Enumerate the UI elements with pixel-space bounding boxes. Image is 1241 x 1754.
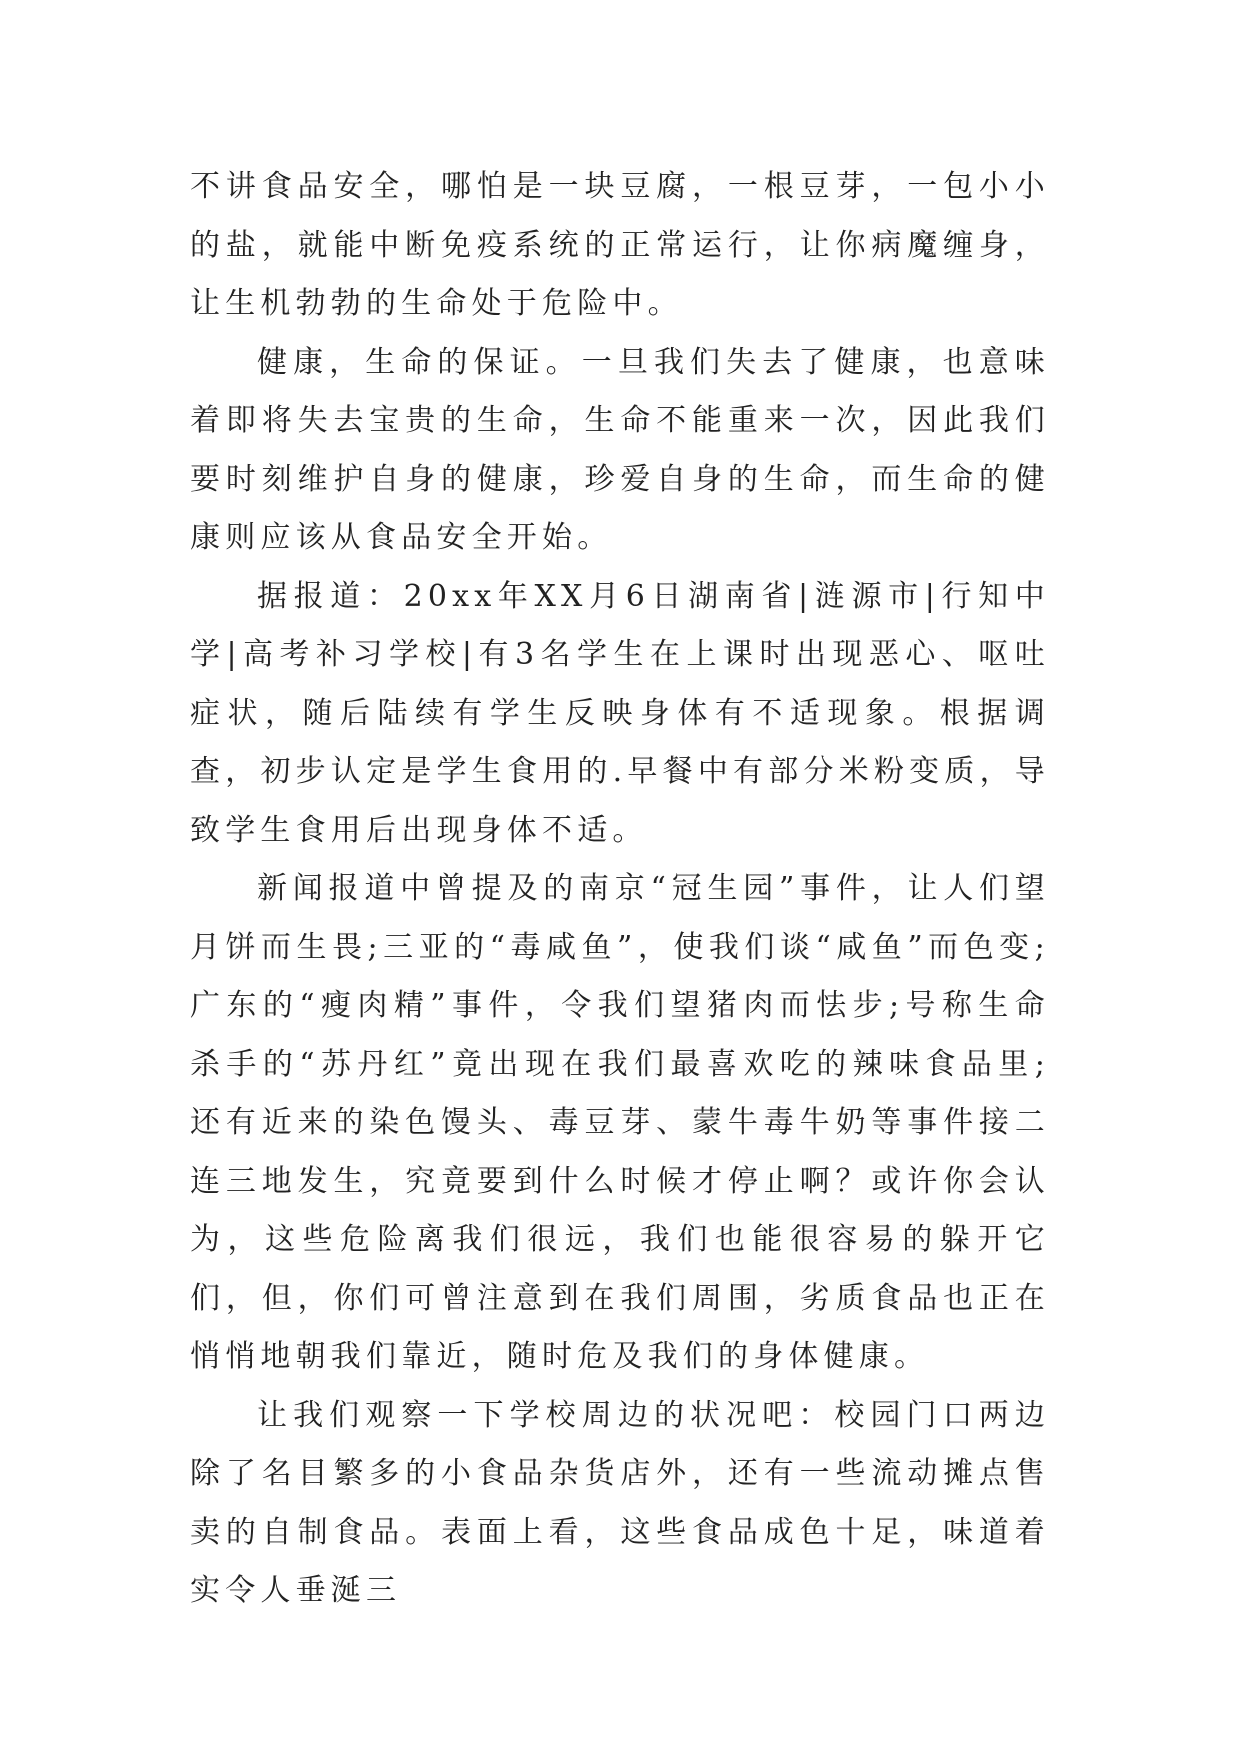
paragraph-3: 据报道：20xx年XX月6日湖南省|涟源市|行知中学|高考补习学校|有3名学生在上课时出现恶心、呕吐症状，随后陆续有学生反映身体有不适现象。根据调查，初步认定是学生食用的.早餐中有部分米粉变质，导致学生食用后出现身体不适。 [190, 578, 1050, 848]
paragraph-2: 健康，生命的保证。一旦我们失去了健康，也意味着即将失去宝贵的生命，生命不能重来一次，因此我们要时刻维护自身的健康，珍爱自身的生命，而生命的健康则应该从食品安全开始。 [190, 344, 1050, 555]
paragraph-4: 新闻报道中曾提及的南京“冠生园”事件，让人们望月饼而生畏;三亚的“毒咸鱼”，使我们谈“咸鱼”而色变;广东的“瘦肉精”事件，令我们望猪肉而怯步;号称生命杀手的“苏丹红”竟出现在我们最喜欢吃的辣味食品里;还有近来的染色馒头、毒豆芽、蒙牛毒牛奶等事件接二连三地发生，究竟要到什么时候才停止啊？或许你会认为，这些危险离我们很远，我们也能很容易的躲开它们，但，你们可曾注意到在我们周围，劣质食品也正在悄悄地朝我们靠近，随时危及我们的身体健康。 [190, 871, 1050, 1374]
document-body [190, 158, 1050, 1621]
paragraph-1: 不讲食品安全，哪怕是一块豆腐，一根豆芽，一包小小的盐，就能中断免疫系统的正常运行，让你病魔缠身，让生机勃勃的生命处于危险中。 [190, 169, 1050, 321]
paragraph-5: 让我们观察一下学校周边的状况吧：校园门口两边除了名目繁多的小食品杂货店外，还有一些流动摊点售卖的自制食品。表面上看，这些食品成色十足，味道着实令人垂涎三 [190, 1397, 1050, 1608]
